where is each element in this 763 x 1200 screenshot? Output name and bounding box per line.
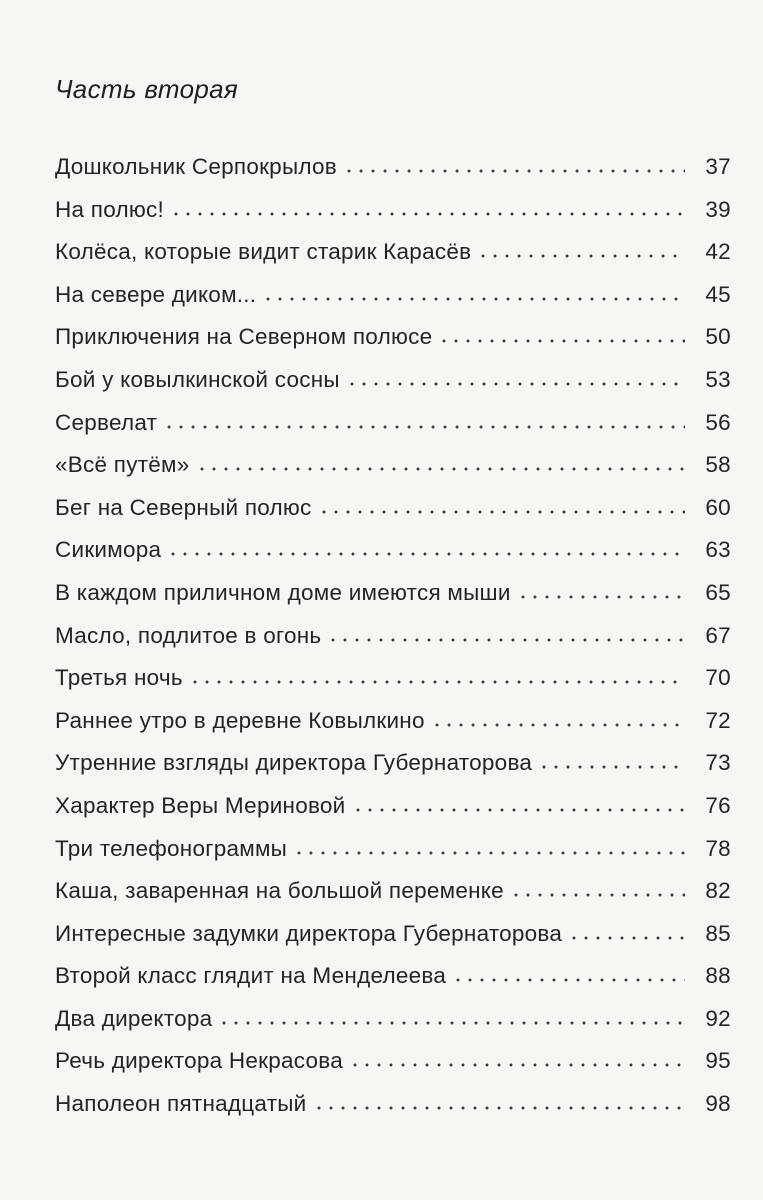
toc-entry-page: 42 [705, 239, 731, 265]
toc-entry [55, 785, 731, 828]
toc-entry [55, 444, 731, 487]
dot-leader [262, 297, 685, 301]
toc-entry [55, 615, 731, 658]
toc-entry-title: Каша, заваренная на большой переменке [55, 878, 504, 904]
toc-entry-page: 78 [705, 835, 731, 861]
toc-entry [55, 231, 731, 274]
toc-entry-title: Бой у ковылкинской сосны [55, 366, 340, 392]
toc-entry-title: «Всё путём» [55, 452, 190, 478]
toc-entry [55, 1040, 731, 1083]
toc-entry-title: Масло, подлитое в огонь [55, 622, 322, 648]
section-title: Часть вторая [55, 74, 239, 104]
toc-entry-page: 92 [705, 1005, 731, 1031]
toc-entry [55, 487, 731, 530]
dot-leader [438, 339, 685, 343]
toc-entry-page: 37 [705, 154, 731, 179]
dot-leader [189, 680, 685, 684]
toc-entry-page: 65 [705, 579, 731, 605]
toc-entry-title: Три телефонограммы [55, 835, 288, 861]
toc-entry [55, 359, 731, 402]
toc-entry [55, 402, 731, 445]
toc-entry-page: 95 [705, 1048, 731, 1074]
toc-entry-title: Третья ночь [55, 665, 183, 691]
toc-entry-page: 39 [705, 196, 731, 222]
toc-entry-page: 63 [705, 537, 731, 563]
toc-entry [55, 913, 731, 956]
toc-entry [55, 572, 731, 615]
dot-leader [163, 425, 685, 429]
toc-entry-title: На полюс! [55, 196, 164, 222]
toc-entry-title: Характер Веры Мериновой [55, 792, 346, 818]
toc-entry [55, 700, 731, 743]
toc-entry-title: Сикимора [55, 537, 162, 563]
toc-entry-title: В каждом приличном доме имеются мыши [55, 579, 511, 605]
dot-leader [510, 893, 685, 897]
toc-entry [55, 657, 731, 700]
dot-leader [349, 1063, 685, 1067]
dot-leader [170, 212, 685, 216]
toc-entry-page: 88 [705, 963, 731, 989]
toc-entry [55, 870, 731, 913]
dot-leader [167, 552, 685, 556]
toc-entry [55, 1083, 731, 1126]
dot-leader [313, 1106, 686, 1110]
toc-entry-page: 82 [705, 878, 731, 904]
toc-entry [55, 998, 731, 1041]
toc-entry-page: 98 [705, 1091, 731, 1117]
toc-entry-page: 58 [705, 452, 731, 478]
toc-entry-title: Наполеон пятнадцатый [55, 1091, 307, 1117]
toc-entry [55, 955, 731, 998]
toc-entry [55, 146, 731, 189]
dot-leader [196, 467, 685, 471]
toc-entry-title: Утренние взгляды директора Губернаторова [55, 750, 533, 776]
toc-entry [55, 274, 731, 317]
toc-entry-title: Интересные задумки директора Губернаторова [55, 920, 563, 946]
toc-entry-page: 50 [705, 324, 731, 350]
toc-entry-page: 70 [705, 665, 731, 691]
dot-leader [346, 382, 685, 386]
toc-entry [55, 828, 731, 871]
dot-leader [352, 808, 686, 812]
dot-leader [327, 638, 685, 642]
dot-leader [452, 978, 685, 982]
toc-entry-title: Второй класс глядит на Менделеева [55, 963, 447, 989]
toc-entry-title: Бег на Северный полюс [55, 494, 312, 520]
toc-entry [55, 529, 731, 572]
toc-entry-page: 67 [705, 622, 731, 648]
toc-entry [55, 316, 731, 359]
toc-entry-page: 53 [705, 366, 731, 392]
dot-leader [431, 723, 685, 727]
toc-entry-page: 85 [705, 920, 731, 946]
toc-entry-title: Дошкольник Серпокрылов [55, 154, 337, 179]
toc-entry-page: 56 [705, 409, 731, 435]
dot-leader [218, 1021, 685, 1025]
dot-leader [293, 851, 685, 855]
toc-entry [55, 742, 731, 785]
toc-entry [55, 189, 731, 232]
toc-entry-title: Два директора [55, 1005, 213, 1031]
toc-entry-page: 76 [705, 792, 731, 818]
dot-leader [568, 936, 685, 940]
toc-entry-title: Раннее утро в деревне Ковылкино [55, 707, 425, 733]
dot-leader [477, 254, 685, 258]
toc-entry-title: Речь директора Некрасова [55, 1048, 344, 1074]
dot-leader [538, 765, 685, 769]
toc-entry-page: 45 [705, 281, 731, 307]
toc-entry-title: Приключения на Северном полюсе [55, 324, 433, 350]
dot-leader [517, 595, 685, 599]
toc-entry-page: 72 [705, 707, 731, 733]
table-of-contents [55, 146, 731, 1126]
toc-entry-title: Колёса, которые видит старик Карасёв [55, 239, 472, 265]
dot-leader [343, 169, 685, 173]
toc-entry-page: 60 [705, 494, 731, 520]
dot-leader [318, 510, 685, 514]
toc-entry-title: На севере диком... [55, 281, 257, 307]
toc-entry-title: Сервелат [55, 409, 158, 435]
toc-entry-page: 73 [705, 750, 731, 776]
